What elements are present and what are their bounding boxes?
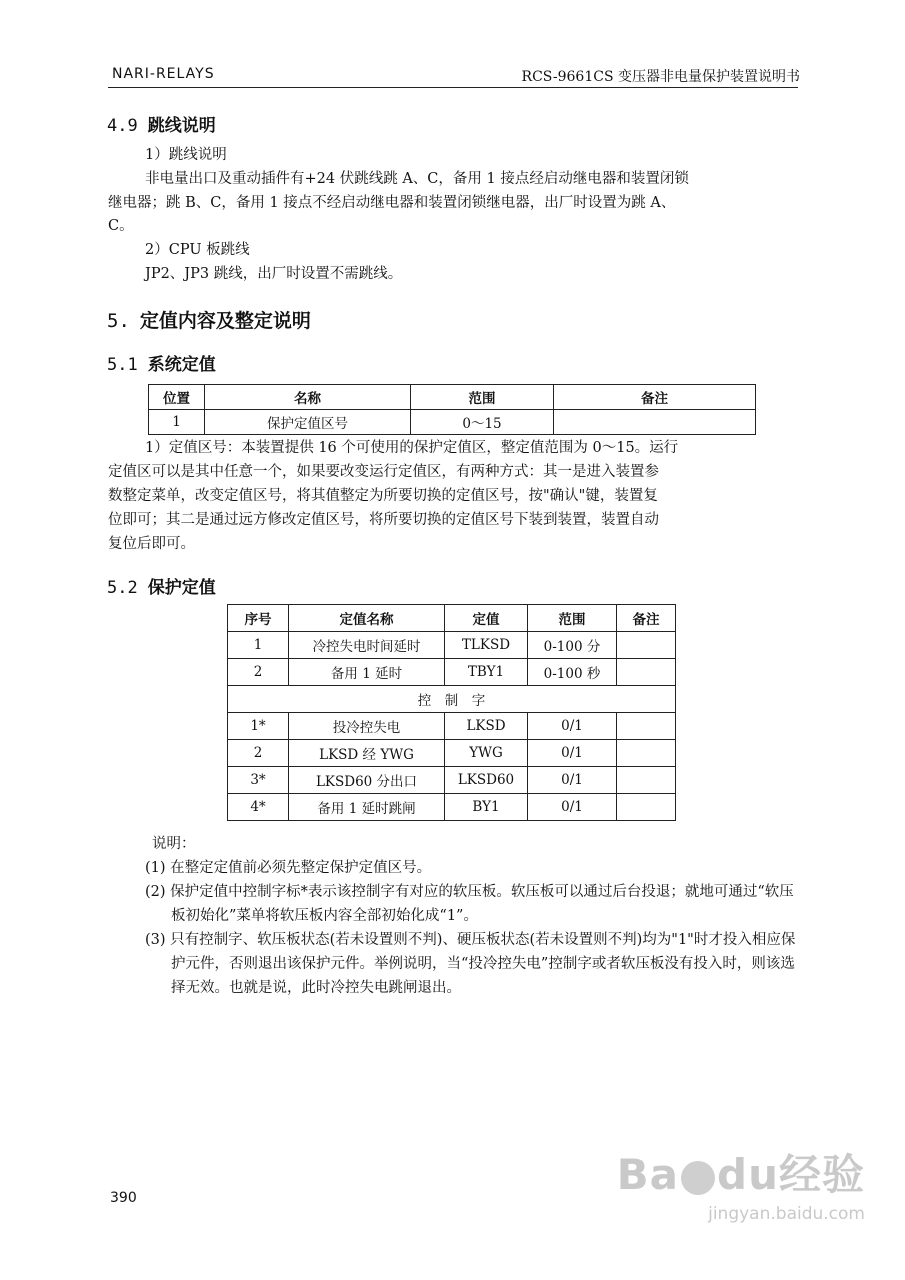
section-number: 5. xyxy=(107,310,130,332)
table-header-cell: 备注 xyxy=(617,605,676,632)
paragraph-line: JP2、JP3 跳线，出厂时设置不需跳线。 xyxy=(145,266,403,282)
notes-block xyxy=(145,832,805,1000)
section-title: 跳线说明 xyxy=(147,116,216,136)
table-cell xyxy=(617,713,676,740)
table-cell: 2 xyxy=(228,659,289,686)
control-word-label: 控 制 字 xyxy=(228,686,676,713)
paragraph-line: 非电量出口及重动插件有+24 伏跳线跳 A、C，备用 1 接点经启动继电器和装置闭锁 xyxy=(145,171,689,187)
table-cell xyxy=(617,794,676,821)
table-header-cell: 范围 xyxy=(528,605,617,632)
paragraph-line: 1）定值区号：本装置提供 16 个可使用的保护定值区，整定值范围为 0～15。运行 xyxy=(145,440,679,456)
section-4-9-heading xyxy=(107,111,216,136)
table-cell: LKSD 经 YWG xyxy=(289,740,445,767)
table-cell xyxy=(617,632,676,659)
section-title: 保护定值 xyxy=(147,578,216,598)
section-title: 定值内容及整定说明 xyxy=(139,310,311,332)
table-cell: YWG xyxy=(445,740,528,767)
section-title: 系统定值 xyxy=(147,355,216,375)
table-cell: 0/1 xyxy=(528,794,617,821)
section-number: 4.9 xyxy=(107,116,138,136)
table-row xyxy=(228,713,676,740)
table-header-cell: 定值名称 xyxy=(289,605,445,632)
header-doc-title: RCS-9661CS 变压器非电量保护装置说明书 xyxy=(521,69,800,85)
table-header-cell: 范围 xyxy=(411,385,554,410)
watermark-url: jingyan.baidu.com xyxy=(708,1204,865,1224)
table-cell: LKSD60 分出口 xyxy=(289,767,445,794)
subheading-jumper: 1）跳线说明 xyxy=(145,147,227,163)
paragraph-line: 继电器；跳 B、C，备用 1 接点不经启动继电器和装置闭锁继电器，出厂时设置为跳 A、 xyxy=(108,195,676,211)
notes-title: 说明： xyxy=(152,836,196,852)
table-header-cell: 名称 xyxy=(205,385,411,410)
table-header-cell: 备注 xyxy=(554,385,756,410)
table-cell: BY1 xyxy=(445,794,528,821)
watermark-logo-text: Ba xyxy=(616,1150,680,1199)
table-header-cell: 定值 xyxy=(445,605,528,632)
table-cell: LKSD xyxy=(445,713,528,740)
table-cell: 3* xyxy=(228,767,289,794)
table-cell: 1 xyxy=(149,410,205,435)
table-header-row xyxy=(149,385,756,410)
table-cell: 4* xyxy=(228,794,289,821)
table-row xyxy=(228,659,676,686)
table-row xyxy=(149,410,756,435)
table-cell: 冷控失电时间延时 xyxy=(289,632,445,659)
table-cell xyxy=(617,767,676,794)
table-cell: 0/1 xyxy=(528,740,617,767)
table-header-row xyxy=(228,605,676,632)
table-cell: 保护定值区号 xyxy=(205,410,411,435)
system-settings-table xyxy=(148,384,756,435)
note-item: (2) 保护定值中控制字标*表示该控制字有对应的软压板。软压板可以通过后台投退；就地可通过“软压板初始化”菜单将软压板内容全部初始化成“1”。 xyxy=(145,884,794,924)
table-cell: TLKSD xyxy=(445,632,528,659)
table-row xyxy=(228,794,676,821)
section-number: 5.1 xyxy=(107,355,138,375)
note-item: (1) 在整定定值前必须先整定保护定值区号。 xyxy=(145,860,432,876)
table-cell: LKSD60 xyxy=(445,767,528,794)
table-header-cell: 序号 xyxy=(228,605,289,632)
table-cell: 备用 1 延时跳闸 xyxy=(289,794,445,821)
subheading-cpu-jumper: 2）CPU 板跳线 xyxy=(145,242,250,258)
note-item: (3) 只有控制字、软压板状态(若未设置则不判)、硬压板状态(若未设置则不判)均为"1"时才投入相应保护元件，否则退出该保护元件。举例说明，当“投冷控失电”控制字或者软压板没有投入时，则该选择无效。也就是说，此时冷控失电跳闸退出。 xyxy=(145,932,796,996)
section-number: 5.2 xyxy=(107,578,138,598)
watermark-logo-text: 经验 xyxy=(778,1150,865,1199)
table-cell: 2 xyxy=(228,740,289,767)
protection-settings-table xyxy=(227,604,676,821)
table-cell xyxy=(617,659,676,686)
table-row xyxy=(228,632,676,659)
table-cell xyxy=(617,740,676,767)
paragraph-line: 位即可；其二是通过远方修改定值区号，将所要切换的定值区号下装到装置，装置自动 xyxy=(108,512,659,528)
table-row xyxy=(228,767,676,794)
header-brand: NARI-RELAYS xyxy=(112,66,215,82)
table-cell: 0/1 xyxy=(528,713,617,740)
page-number: 390 xyxy=(110,1190,137,1206)
section-5-1-heading xyxy=(107,350,216,375)
table-span-row xyxy=(228,686,676,713)
table-cell: 0-100 分 xyxy=(528,632,617,659)
paw-icon xyxy=(681,1161,715,1195)
section-5-2-heading xyxy=(107,573,216,598)
paragraph-line: 定值区可以是其中任意一个，如果要改变运行定值区，有两种方式：其一是进入装置参 xyxy=(108,464,659,480)
table-cell: 1 xyxy=(228,632,289,659)
paragraph-line: 复位后即可。 xyxy=(108,536,195,552)
watermark-logo-text: du xyxy=(717,1150,779,1199)
table-cell: 0-100 秒 xyxy=(528,659,617,686)
table-row xyxy=(228,740,676,767)
table-header-cell: 位置 xyxy=(149,385,205,410)
paragraph-line: 数整定菜单，改变定值区号，将其值整定为所要切换的定值区号，按"确认"键，装置复 xyxy=(108,488,658,504)
table-cell xyxy=(554,410,756,435)
section-5-heading xyxy=(107,306,311,333)
table-cell: 1* xyxy=(228,713,289,740)
table-cell: 0/1 xyxy=(528,767,617,794)
table-cell: 0～15 xyxy=(411,410,554,435)
table-cell: TBY1 xyxy=(445,659,528,686)
table-cell: 投冷控失电 xyxy=(289,713,445,740)
table-cell: 备用 1 延时 xyxy=(289,659,445,686)
watermark-logo xyxy=(617,1142,865,1202)
header-rule xyxy=(108,87,798,88)
baidu-jingyan-watermark xyxy=(617,1142,865,1224)
paragraph-line: C。 xyxy=(108,218,134,234)
